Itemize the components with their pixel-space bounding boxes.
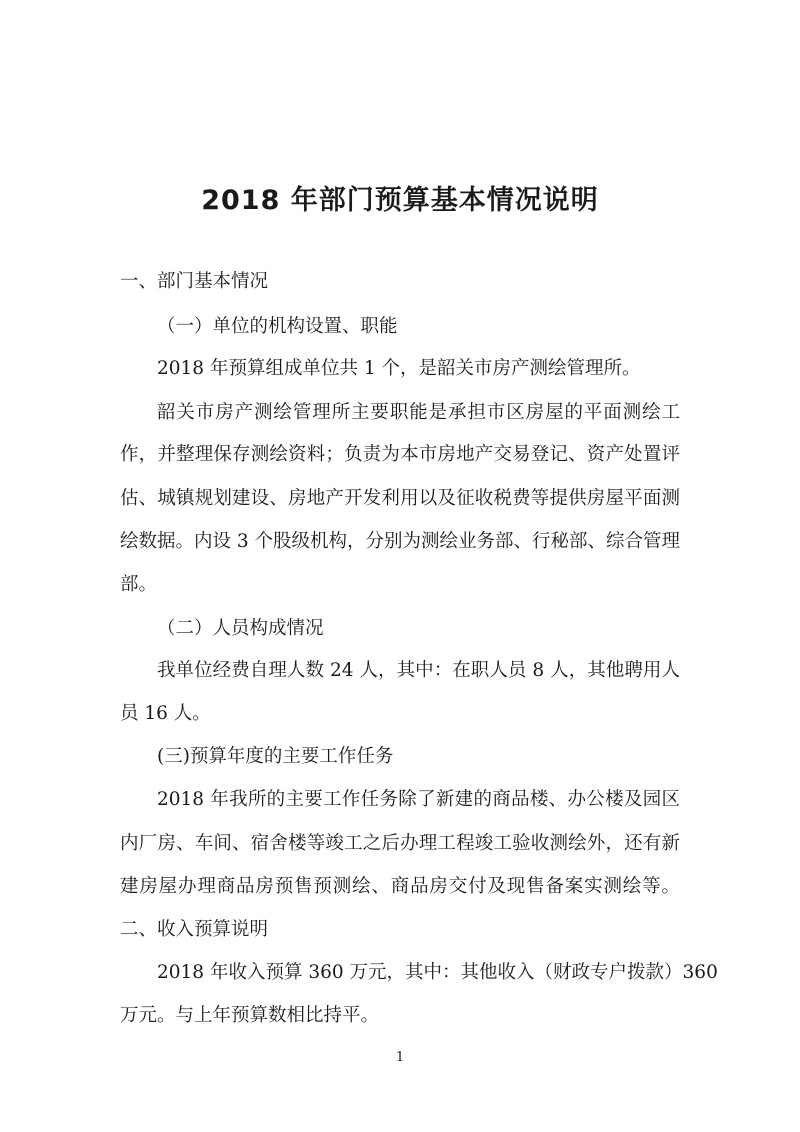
- paragraph-line: 估、城镇规划建设、房地产开发利用以及征收税费等提供房屋平面测: [120, 488, 680, 509]
- paragraph-line: 韶关市房产测绘管理所主要职能是承担市区房屋的平面测绘工: [157, 402, 680, 423]
- subsection-heading-3: (三)预算年度的主要工作任务: [157, 746, 394, 767]
- paragraph-line: 部。: [120, 574, 158, 595]
- subsection-heading-1: （一）单位的机构设置、职能: [157, 316, 398, 337]
- page-number: 1: [395, 1050, 405, 1065]
- paragraph-line: 2018 年收入预算 360 万元，其中：其他收入（财政专户拨款）360: [157, 962, 718, 983]
- paragraph-line: 2018 年预算组成单位共 1 个，是韶关市房产测绘管理所。: [157, 358, 641, 379]
- section-heading-2: 二、收入预算说明: [120, 919, 269, 940]
- page-title: 2018 年部门预算基本情况说明: [201, 185, 599, 216]
- paragraph-line: 2018 年我所的主要工作任务除了新建的商品楼、办公楼及园区: [157, 789, 680, 810]
- subsection-heading-2: （二）人员构成情况: [157, 618, 324, 639]
- paragraph-line: 万元。与上年预算数相比持平。: [120, 1005, 380, 1026]
- section-heading-1: 一、部门基本情况: [120, 271, 269, 292]
- paragraph-line: 作，并整理保存测绘资料；负责为本市房地产交易登记、资产处置评: [120, 444, 680, 465]
- paragraph-line: 建房屋办理商品房预售预测绘、商品房交付及现售备案实测绘等。: [120, 876, 680, 897]
- paragraph-line: 员 16 人。: [120, 703, 211, 724]
- paragraph-line: 我单位经费自理人数 24 人，其中：在职人员 8 人，其他聘用人: [157, 660, 680, 681]
- paragraph-line: 内厂房、车间、宿舍楼等竣工之后办理工程竣工验收测绘外，还有新: [120, 833, 680, 854]
- paragraph-line: 绘数据。内设 3 个股级机构，分别为测绘业务部、行秘部、综合管理: [120, 531, 681, 552]
